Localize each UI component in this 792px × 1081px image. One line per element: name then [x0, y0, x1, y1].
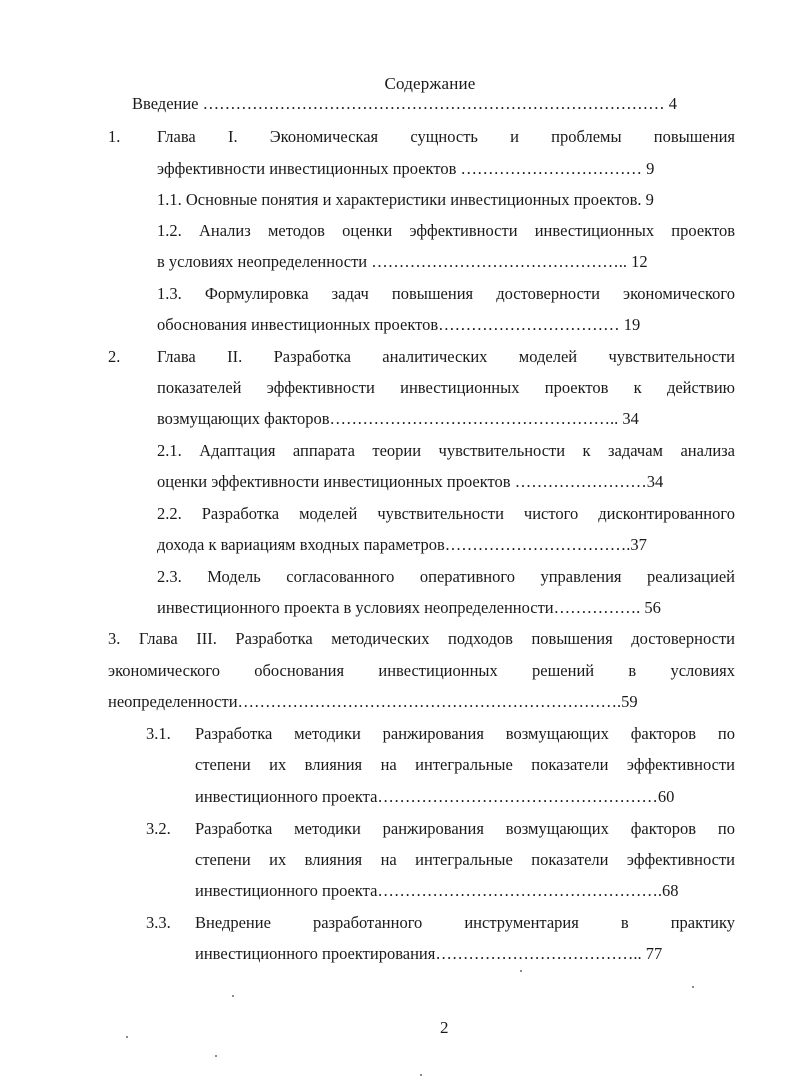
toc-section-1-2-cont: в условиях неопределенности ……………………………………….. 12 [157, 252, 648, 271]
toc-section-1-3-cont: обоснования инвестиционных проектов…………………………… 19 [157, 315, 641, 334]
toc-section-3-1-number: 3.1. [146, 724, 171, 743]
toc-section-3-2-number: 3.2. [146, 819, 171, 838]
toc-section-3-2-end: инвестиционного проекта…………………………………………….68 [195, 881, 679, 900]
toc-section-3-2-cont: степени их влияния на интегральные показатели эффективности [195, 850, 735, 869]
toc-chapter-2-title: Глава II. Разработка аналитических моделей чувствительности [157, 347, 735, 366]
toc-section-1-2: 1.2. Анализ методов оценки эффективности инвестиционных проектов [157, 221, 735, 240]
scan-speck [420, 1074, 422, 1076]
toc-section-3-3-cont: инвестиционного проектирования……………………………….. 77 [195, 944, 663, 963]
toc-chapter-1-title: Глава I. Экономическая сущность и проблемы повышения [157, 127, 735, 146]
toc-intro: Введение ………………………………………………………………………… 4 [132, 94, 678, 113]
toc-section-3-2: Разработка методики ранжирования возмущающих факторов по [195, 819, 735, 838]
scan-speck [692, 986, 694, 988]
toc-chapter-2-number: 2. [108, 347, 121, 366]
toc-section-2-1: 2.1. Адаптация аппарата теории чувствительности к задачам анализа [157, 441, 735, 460]
toc-section-3-1: Разработка методики ранжирования возмущающих факторов по [195, 724, 735, 743]
page-number: 2 [440, 1018, 449, 1037]
toc-chapter-3-title-cont: экономического обоснования инвестиционных решений в условиях [108, 661, 735, 680]
toc-section-2-2: 2.2. Разработка моделей чувствительности чистого дисконтированного [157, 504, 735, 523]
toc-chapter-3-title-end: неопределенности…………………………………………………………….59 [108, 692, 638, 711]
toc-section-2-1-cont: оценки эффективности инвестиционных проектов ……………………34 [157, 472, 664, 491]
toc-section-2-3-cont: инвестиционного проекта в условиях неопределенности……………. 56 [157, 598, 661, 617]
toc-section-3-1-end: инвестиционного проекта……………………………………………60 [195, 787, 675, 806]
page-title: Содержание [384, 74, 476, 93]
scan-speck [520, 970, 522, 972]
toc-section-3-1-cont: степени их влияния на интегральные показатели эффективности [195, 755, 735, 774]
toc-section-1-1: 1.1. Основные понятия и характеристики инвестиционных проектов. 9 [157, 190, 654, 209]
toc-chapter-2-title-end: возмущающих факторов…………………………………………….. 34 [157, 409, 639, 428]
scan-speck [126, 1036, 128, 1038]
toc-chapter-3-title: 3. Глава III. Разработка методических подходов повышения достоверности [108, 629, 735, 648]
toc-section-2-3: 2.3. Модель согласованного оперативного управления реализацией [157, 567, 735, 586]
toc-section-3-3: Внедрение разработанного инструментария в практику [195, 913, 735, 932]
scan-speck [232, 995, 234, 997]
toc-chapter-1-title-cont: эффективности инвестиционных проектов …………………………… 9 [157, 159, 655, 178]
toc-section-1-3: 1.3. Формулировка задач повышения достоверности экономического [157, 284, 735, 303]
toc-section-3-3-number: 3.3. [146, 913, 171, 932]
toc-section-2-2-cont: дохода к вариациям входных параметров…………………………….37 [157, 535, 647, 554]
toc-chapter-1-number: 1. [108, 127, 121, 146]
scan-speck [215, 1055, 217, 1057]
toc-chapter-2-title-cont: показателей эффективности инвестиционных проектов к действию [157, 378, 735, 397]
